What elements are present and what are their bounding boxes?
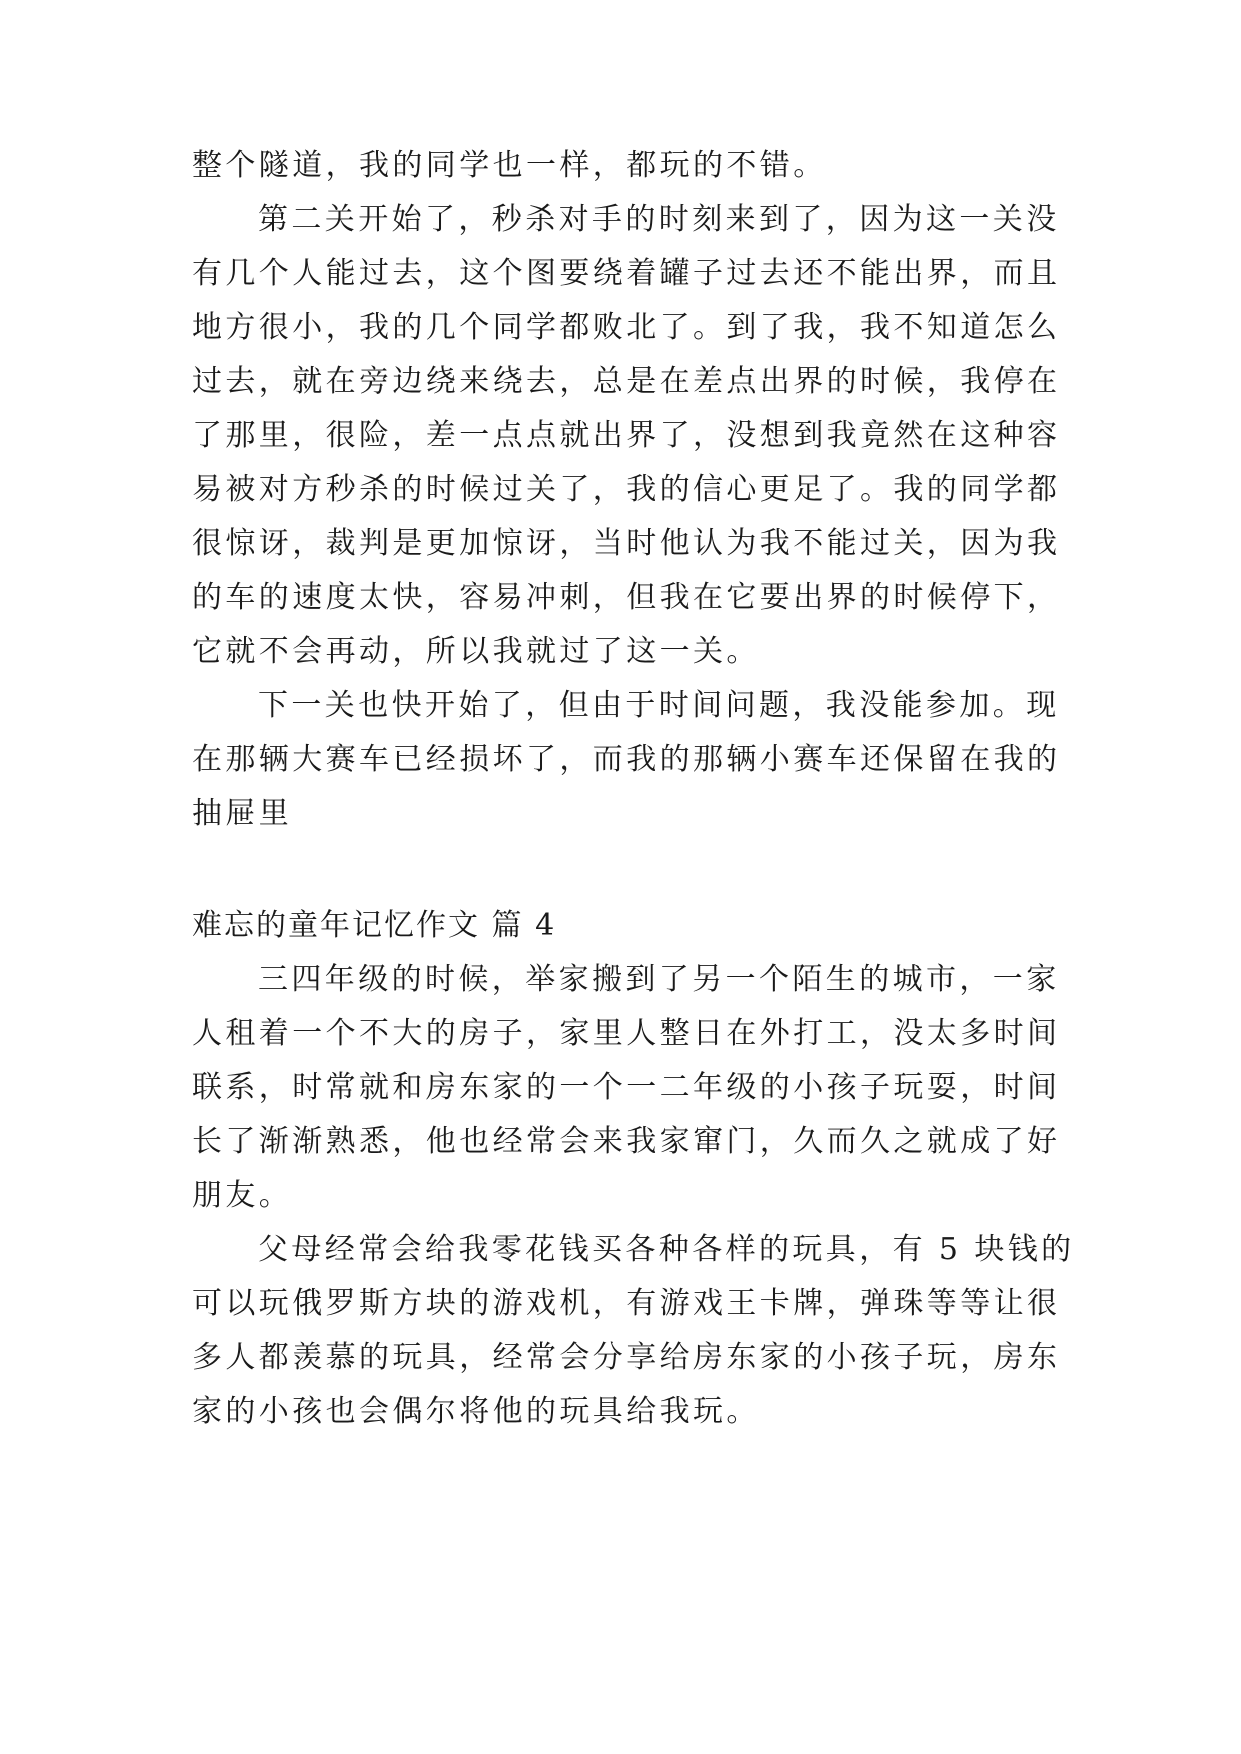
text-line: 整个隧道，我的同学也一样，都玩的不错。 — [192, 148, 827, 183]
text-line: 地方很小，我的几个同学都败北了。到了我，我不知道怎么 — [192, 310, 1061, 345]
text-line: 的车的速度太快，容易冲刺，但我在它要出界的时候停下， — [192, 580, 1061, 615]
text-line: 家的小孩也会偶尔将他的玩具给我玩。 — [192, 1394, 760, 1429]
text-line: 父母经常会给我零花钱买各种各样的玩具，有 5 块钱的 — [258, 1232, 1075, 1267]
text-line: 朋友。 — [192, 1178, 293, 1213]
text-line: 三四年级的时候，举家搬到了另一个陌生的城市，一家 — [258, 962, 1060, 997]
text-line: 过去，就在旁边绕来绕去，总是在差点出界的时候，我停在 — [192, 364, 1061, 399]
text-line: 它就不会再动，所以我就过了这一关。 — [192, 634, 760, 669]
text-line: 有几个人能过去，这个图要绕着罐子过去还不能出界，而且 — [192, 256, 1061, 291]
text-line: 人租着一个不大的房子，家里人整日在外打工，没太多时间 — [192, 1016, 1061, 1051]
text-line: 长了渐渐熟悉，他也经常会来我家窜门，久而久之就成了好 — [192, 1124, 1061, 1159]
section-heading: 难忘的童年记忆作文 篇 4 — [192, 908, 557, 943]
text-line: 很惊讶，裁判是更加惊讶，当时他认为我不能过关，因为我 — [192, 526, 1061, 561]
text-line: 多人都羡慕的玩具，经常会分享给房东家的小孩子玩，房东 — [192, 1340, 1061, 1375]
text-line: 联系，时常就和房东家的一个一二年级的小孩子玩耍，时间 — [192, 1070, 1061, 1105]
text-line: 在那辆大赛车已经损坏了，而我的那辆小赛车还保留在我的 — [192, 742, 1061, 777]
text-line: 第二关开始了，秒杀对手的时刻来到了，因为这一关没 — [258, 202, 1060, 237]
text-line: 抽屉里 — [192, 796, 293, 831]
text-line: 可以玩俄罗斯方块的游戏机，有游戏王卡牌，弹珠等等让很 — [192, 1286, 1061, 1321]
text-line: 易被对方秒杀的时候过关了，我的信心更足了。我的同学都 — [192, 472, 1061, 507]
text-line: 了那里，很险，差一点点就出界了，没想到我竟然在这种容 — [192, 418, 1061, 453]
text-line: 下一关也快开始了，但由于时间问题，我没能参加。现 — [258, 688, 1060, 723]
